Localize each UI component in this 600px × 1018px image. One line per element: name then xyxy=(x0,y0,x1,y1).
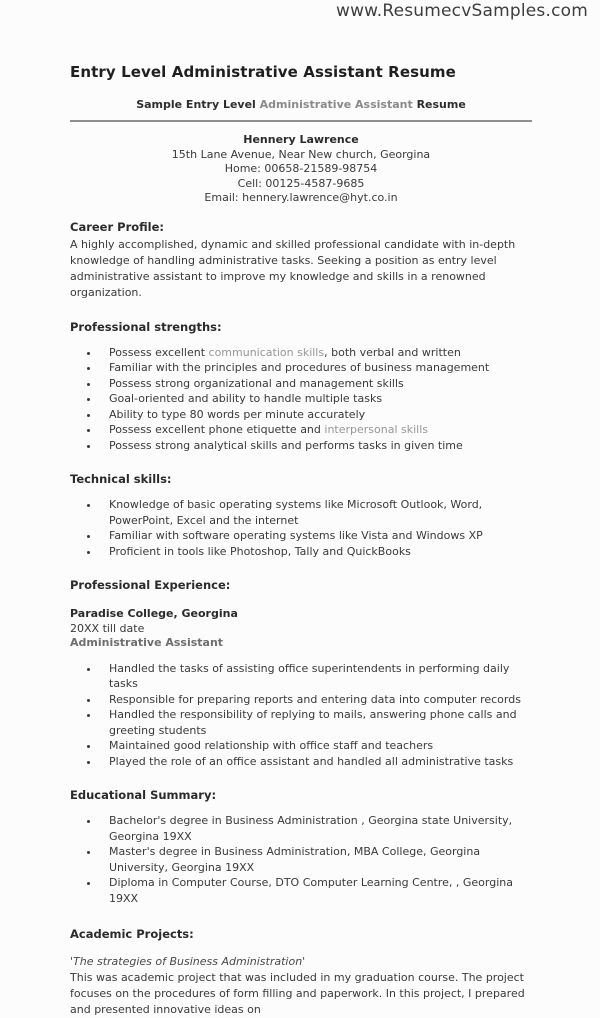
page-title: Entry Level Administrative Assistant Resume xyxy=(70,63,456,81)
bullet-item: • Familiar with software operating systems like Vista and Windows XP xyxy=(100,528,532,544)
contact-block xyxy=(70,133,532,206)
bullet-item xyxy=(100,422,532,438)
project-description: This was academic project that was included in my graduation course. The project focuses on the procedures of form filling and paperwork. In this project, I prepared and presented innovative ideas on xyxy=(70,971,525,1017)
project-title: 'The strategies of Business Administration' xyxy=(70,955,306,969)
career-profile-heading: Career Profile: xyxy=(70,219,165,234)
section-academic-projects xyxy=(70,926,532,1018)
bullet-item: • Handled the tasks of assisting office superintendents in performing daily tasks xyxy=(100,661,532,692)
experience-role: Administrative Assistant xyxy=(70,636,224,650)
bullet-text: Goal-oriented and ability to handle multiple tasks xyxy=(109,392,383,406)
bullet-item xyxy=(100,360,532,376)
bullet-text: Possess strong organizational and management skills xyxy=(109,376,404,390)
bullet-text: Possess excellent xyxy=(109,345,209,359)
bullet-item: • Proficient in tools like Photoshop, Tally and QuickBooks xyxy=(100,544,532,560)
bullet-item xyxy=(100,438,532,454)
candidate-address: 15th Lane Avenue, Near New church, Georgina xyxy=(171,147,431,161)
technical-skills-list xyxy=(70,497,532,559)
bullet-item xyxy=(100,345,532,361)
section-career-profile xyxy=(70,219,532,301)
career-profile-text: A highly accomplished, dynamic and skilled professional candidate with in-depth knowledge of handling administrative tasks. Seeking a position as entry level administrative assistant to improve my knowledge and skills in a renowned organization. xyxy=(70,237,516,299)
candidate-email: Email: hennery.lawrence@hyt.co.in xyxy=(204,191,398,205)
educational-summary-heading: Educational Summary: xyxy=(70,788,217,803)
professional-experience-heading: Professional Experience: xyxy=(70,578,231,593)
bullet-item: • Diploma in Computer Course, DTO Computer Learning Centre, , Georgina 19XX xyxy=(100,875,532,906)
experience-period: 20XX till date xyxy=(70,621,145,635)
professional-strengths-list xyxy=(70,345,532,454)
academic-projects-heading: Academic Projects: xyxy=(70,927,194,942)
subtitle-part-3: Resume xyxy=(416,98,466,111)
site-watermark: www.ResumecvSamples.com xyxy=(335,1,588,21)
section-professional-strengths xyxy=(70,319,532,454)
bullet-item: • Knowledge of basic operating systems like Microsoft Outlook, Word, PowerPoint, Excel and the internet xyxy=(100,497,532,528)
bullet-item xyxy=(100,391,532,407)
bullet-item: • Bachelor's degree in Business Administration , Georgina state University, Georgina 19XX xyxy=(100,813,532,844)
section-technical-skills xyxy=(70,471,532,559)
candidate-home-phone: Home: 00658-21589-98754 xyxy=(224,162,378,176)
inline-link[interactable]: interpersonal skills xyxy=(324,423,429,437)
subtitle-part-1: Sample Entry Level xyxy=(136,98,260,111)
bullet-item xyxy=(100,407,532,423)
bullet-text: , both verbal and written xyxy=(324,345,461,359)
professional-strengths-heading: Professional strengths: xyxy=(70,319,222,334)
experience-duties-list xyxy=(70,661,532,770)
bullet-item: • Responsible for preparing reports and entering data into computer records xyxy=(100,692,532,708)
bullet-text: Familiar with the principles and procedures of business management xyxy=(109,361,490,375)
candidate-name: Hennery Lawrence xyxy=(243,133,359,146)
bullet-text: Ability to type 80 words per minute accurately xyxy=(109,407,366,421)
section-professional-experience xyxy=(70,577,532,769)
technical-skills-heading: Technical skills: xyxy=(70,472,172,487)
experience-entry xyxy=(70,607,532,651)
bullet-item xyxy=(100,376,532,392)
bullet-item: • Master's degree in Business Administration, MBA College, Georgina University, Georgina 19XX xyxy=(100,844,532,875)
inline-link[interactable]: communication skills xyxy=(208,345,325,359)
sample-subtitle xyxy=(70,97,532,113)
bullet-item: • Played the role of an office assistant and handled all administrative tasks xyxy=(100,754,532,770)
experience-employer: Paradise College, Georgina xyxy=(70,607,238,621)
bullet-item: • Handled the responsibility of replying to mails, answering phone calls and greeting students xyxy=(100,707,532,738)
education-list xyxy=(70,813,532,906)
bullet-text: Possess excellent phone etiquette and xyxy=(109,423,325,437)
header-divider xyxy=(70,120,532,122)
candidate-cell-phone: Cell: 00125-4587-9685 xyxy=(237,176,365,190)
subtitle-part-2: Administrative Assistant xyxy=(259,98,417,111)
section-educational-summary xyxy=(70,787,532,906)
bullet-item: • Maintained good relationship with office staff and teachers xyxy=(100,738,532,754)
bullet-text: Possess strong analytical skills and performs tasks in given time xyxy=(109,438,463,452)
